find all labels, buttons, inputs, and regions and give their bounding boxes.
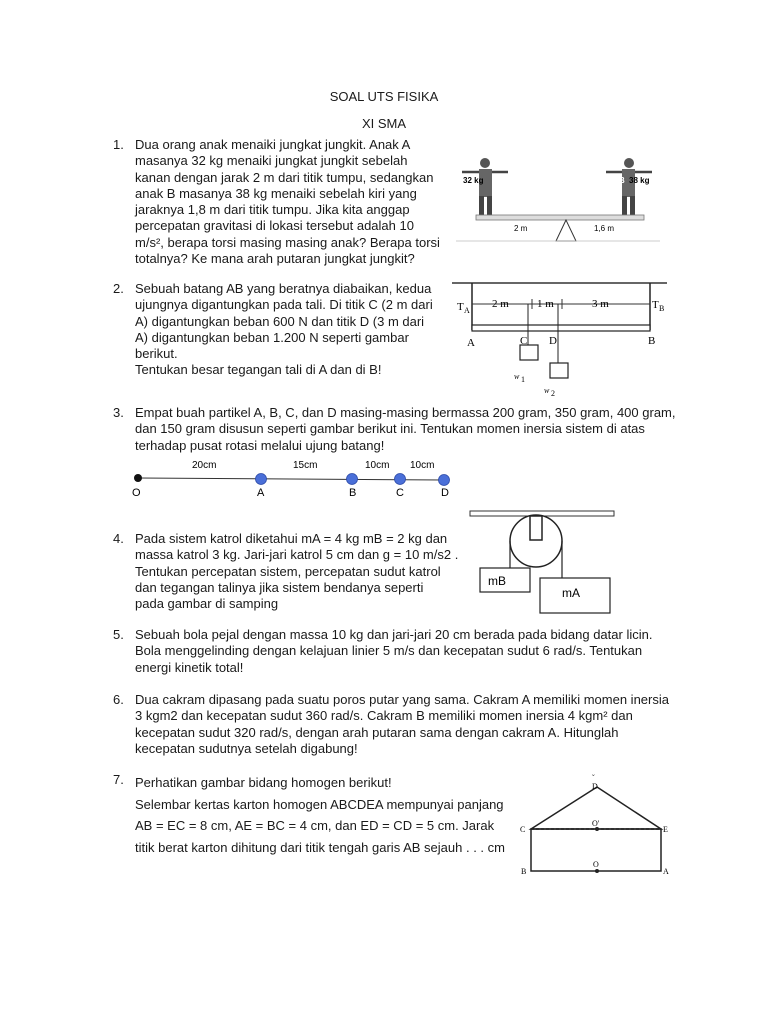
- label-mass-a: 32 kg: [463, 176, 484, 185]
- weight-w2: [550, 363, 568, 378]
- text-line: anak B masanya 38 kg menaiki sebelah kiri yang: [135, 185, 417, 201]
- child-a-figure: [462, 158, 508, 215]
- label-d1: 2 m: [492, 298, 509, 310]
- question-2-number: 2.: [113, 281, 124, 296]
- text-line: Tentukan percepatan sistem, percepatan sudut katrol: [135, 563, 441, 579]
- label-c: C: [520, 825, 526, 834]
- label-ta: T: [457, 301, 464, 313]
- text-line: kanan dengan jarak 2 m dari titik tumpu, sedangkan: [135, 169, 434, 185]
- label-dist-left: 2 m: [514, 224, 528, 233]
- label-w2-sub: 2: [551, 389, 555, 398]
- label-dist-right: 1,6 m: [594, 224, 615, 233]
- question-3-number: 3.: [113, 405, 124, 420]
- pulley-mount: [530, 516, 542, 540]
- text-line: AB = EC = 8 cm, AE = BC = 4 cm, dan ED = CD = 5 cm. Jarak: [135, 818, 495, 833]
- label-mass-b: 38 kg: [629, 176, 650, 185]
- label-ta-sub: A: [464, 306, 470, 315]
- text-line: A) digantungkan beban 1.200 N seperti gambar: [135, 329, 409, 345]
- text-line: terhadap pusat rotasi melalui ujung batang!: [135, 437, 385, 453]
- child-b-figure: [606, 158, 652, 215]
- label-ma: mA: [562, 586, 580, 600]
- question-4-text: [135, 531, 458, 612]
- label-s1: 20cm: [192, 460, 217, 471]
- label-w2: w: [544, 386, 550, 395]
- label-d: D: [549, 335, 557, 347]
- beam-tension-figure: [452, 280, 667, 400]
- label-w1-sub: 1: [521, 375, 525, 384]
- label-d: D: [441, 487, 449, 499]
- text-line: jaraknya 1,8 m dari titik tumpu. Jika kita anggap: [135, 202, 410, 218]
- text-line: kecepatan sudut 320 rad/s, dengan arah putaran sama dengan cakram A. Hitunglah: [135, 724, 619, 740]
- label-a: A: [467, 337, 475, 349]
- text-line: m/s², berapa torsi masing masing anak? Berapa torsi: [135, 234, 440, 250]
- page-title: SOAL UTS FISIKA: [329, 89, 439, 104]
- label-o: O: [593, 860, 599, 869]
- label-d3: 3 m: [592, 298, 609, 310]
- question-1-text: [135, 137, 440, 267]
- text-line: Dua cakram dipasang pada suatu poros putar yang sama. Cakram A memiliki momen inersia: [135, 692, 669, 707]
- text-line: Sebuah bola pejal dengan massa 10 kg dan jari-jari 20 cm berada pada bidang datar licin.: [135, 627, 653, 642]
- pivot-o: [134, 474, 142, 482]
- label-c: C: [396, 487, 404, 499]
- text-line: Dua orang anak menaiki jungkat jungkit. Anak A: [135, 137, 411, 152]
- particle-d: [439, 475, 450, 486]
- question-6-text: [135, 692, 669, 757]
- particle-a: [256, 474, 267, 485]
- question-5-text: [135, 627, 652, 676]
- text-line: energi kinetik total!: [135, 659, 244, 675]
- question-6-number: 6.: [113, 692, 124, 707]
- text-line: percepatan gravitasi di lokasi tersebut adalah 10: [135, 218, 414, 234]
- pulley-figure: [468, 508, 616, 616]
- label-b: B: [349, 487, 357, 499]
- page-subtitle: XI SMA: [361, 116, 407, 131]
- label-o: O: [132, 487, 141, 499]
- label-tb: T: [652, 299, 659, 311]
- label-a: A: [495, 176, 501, 185]
- text-line: totalnya? Ke mana arah putaran jungkat jungkit?: [135, 251, 415, 267]
- beam-ab: [472, 325, 650, 331]
- text-line: A) digantungkan beban 600 N dan titik D (3 m dari: [135, 313, 425, 329]
- question-7-number: 7.: [113, 772, 124, 787]
- seesaw-figure: [452, 150, 664, 246]
- text-line: dan 150 gram disusun seperti gambar berikut ini. Tentukan momen inersia sistem di atas: [135, 421, 645, 437]
- text-line: Pada sistem katrol diketahui mA = 4 kg mB = 2 kg dan: [135, 531, 448, 546]
- text-line: pada gambar di samping: [135, 596, 279, 612]
- label-c: C: [520, 335, 528, 347]
- label-e: E: [663, 825, 668, 834]
- text-line: Tentukan besar tegangan tali di A dan di B!: [135, 362, 382, 378]
- label-b: B: [521, 867, 527, 876]
- text-line: Bola menggelinding dengan kelajuan linier 5 m/s dan kecepatan sudut 6 rad/s. Tentukan: [135, 643, 643, 659]
- question-5-number: 5.: [113, 627, 124, 642]
- label-o-prime: O': [592, 819, 600, 828]
- seesaw-fulcrum: [556, 220, 576, 241]
- seesaw-plank: [476, 215, 644, 220]
- label-w1: w: [514, 372, 520, 381]
- label-s3: 10cm: [365, 460, 390, 471]
- text-line: Empat buah partikel A, B, C, dan D masing-masing bermassa 200 gram, 350 gram, 400 gram,: [135, 405, 676, 420]
- text-line: dan tegangan talinya jika sistem bendanya seperti: [135, 579, 424, 595]
- label-a: A: [257, 487, 265, 499]
- question-1-number: 1.: [113, 137, 124, 152]
- text-line: berikut.: [135, 346, 178, 362]
- question-3-text: [135, 405, 675, 454]
- particle-c: [395, 474, 406, 485]
- label-d2: 1 m: [537, 298, 554, 310]
- weight-w1: [520, 345, 538, 360]
- text-line: titik berat karton dihitung dari titik tengah garis AB sejauh . . . cm: [135, 839, 505, 855]
- question-2-text: [135, 281, 433, 379]
- particle-b: [347, 474, 358, 485]
- text-line: Selembar kertas karton homogen ABCDEA mempunyai panjang: [135, 796, 504, 812]
- label-s4: 10cm: [410, 460, 435, 471]
- label-b: B: [619, 176, 625, 185]
- homogeneous-plane-figure: [512, 768, 682, 880]
- top-mark: ˘: [592, 773, 595, 782]
- text-line: masanya 32 kg menaiki jungkat jungkit sebelah: [135, 153, 408, 169]
- text-line: Sebuah batang AB yang beratnya diabaikan, kedua: [135, 281, 432, 296]
- label-d: D: [592, 782, 598, 791]
- label-b: B: [648, 335, 656, 347]
- text-line: kecepatan sudutnya setelah digabung!: [135, 740, 358, 756]
- label-tb-sub: B: [659, 304, 665, 313]
- text-line: 3 kgm2 dan kecepatan sudut 360 rad/s. Cakram B memiliki momen inersia 4 kgm² dan: [135, 708, 633, 724]
- label-mb: mB: [488, 574, 506, 588]
- question-7-text: [135, 772, 505, 858]
- text-line: Perhatikan gambar bidang homogen berikut!: [135, 775, 392, 790]
- question-4-number: 4.: [113, 531, 124, 546]
- text-line: ujungnya digantungkan pada tali. Di titik C (2 m dari: [135, 297, 433, 313]
- text-line: massa katrol 3 kg. Jari-jari katrol 5 cm dan g = 10 m/s2 .: [135, 547, 459, 563]
- label-a: A: [663, 867, 669, 876]
- label-s2: 15cm: [293, 460, 318, 471]
- point-o: [595, 869, 599, 873]
- particle-rod-figure: [124, 457, 464, 501]
